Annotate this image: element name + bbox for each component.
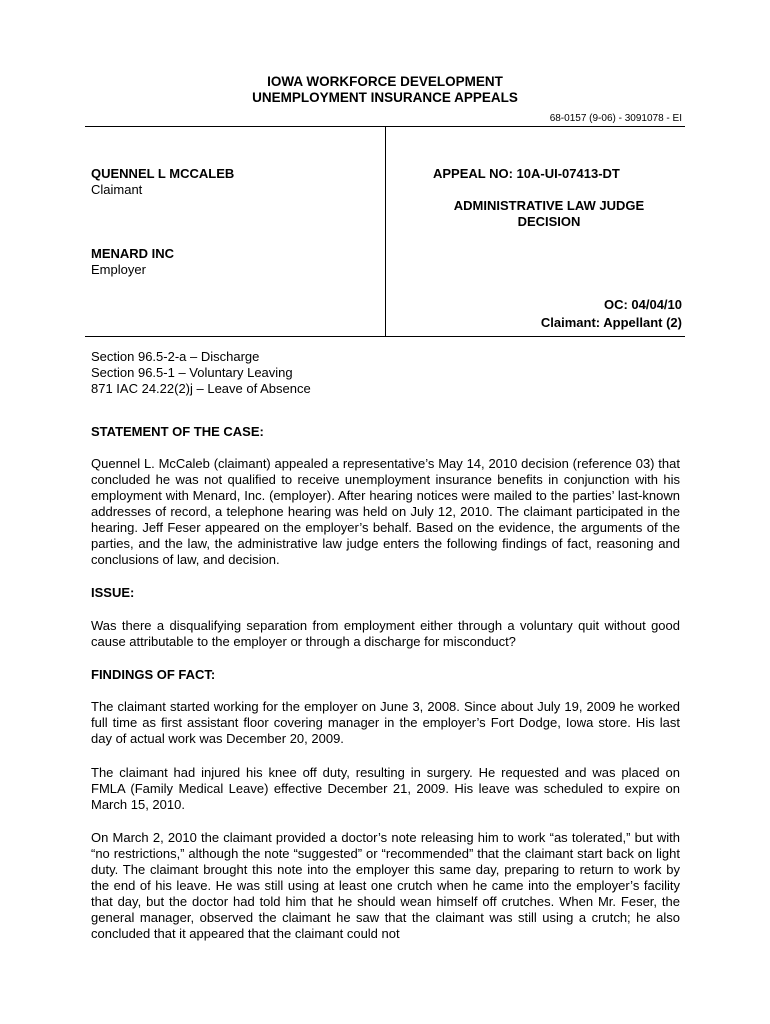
statement-paragraph: Quennel L. McCaleb (claimant) appealed a representative’s May 14, 2010 decision (reference 03) that concluded he was not qualified to receive unemployment insurance benefits in conjunction with his employment with Menard, Inc. (employer). After hearing notices were mailed to the parties’ last-known addresses of record, a telephone hearing was held on July 12, 2010. The claimant participated in the hearing. Jeff Feser appeared on the employer’s behalf. Based on the evidence, the arguments of the parties, and the law, the administrative law judge enters the following findings of fact, reasoning and conclusions of law, and decision.: [91, 456, 680, 567]
findings-heading: FINDINGS OF FACT:: [91, 667, 216, 682]
issue-paragraph: Was there a disqualifying separation from employment either through a voluntary quit without good cause attributable to the employer or through a discharge for misconduct?: [91, 618, 680, 649]
caption-divider: [85, 336, 685, 337]
form-code: 68-0157 (9-06) - 3091078 - EI: [549, 113, 682, 124]
section-list: [91, 349, 311, 397]
column-divider: [385, 126, 386, 336]
appeal-number: APPEAL NO: 10A-UI-07413-DT: [433, 166, 620, 181]
employer-label: Employer: [91, 262, 146, 277]
section-item: Section 96.5-1 – Voluntary Leaving: [91, 365, 293, 380]
division-title: UNEMPLOYMENT INSURANCE APPEALS: [252, 90, 518, 105]
statement-heading: STATEMENT OF THE CASE:: [91, 424, 264, 439]
section-item: Section 96.5-2-a – Discharge: [91, 349, 260, 364]
employer-name: MENARD INC: [91, 246, 175, 261]
decision-title-line2: DECISION: [517, 214, 581, 229]
agency-title: IOWA WORKFORCE DEVELOPMENT: [267, 74, 503, 89]
findings-paragraph-3: On March 2, 2010 the claimant provided a doctor’s note releasing him to work “as tolerated,” but with “no restrictions,” although the note “suggested” or “recommended” that the claimant start back on light duty. The claimant brought this note into the employer this same day, preparing to return to work by the end of his leave. He was still using at least one crutch when he came into the employer’s facility that day, but the doctor had told him that he should wean himself off crutches. When Mr. Feser, the general manager, observed the claimant he saw that the claimant was still using a crutch; he also concluded that it appeared that the claimant could not: [91, 830, 680, 941]
section-item: 871 IAC 24.22(2)j – Leave of Absence: [91, 381, 311, 396]
findings-paragraph-1: The claimant started working for the employer on June 3, 2008. Since about July 19, 2009 he worked full time as first assistant floor covering manager in the employer’s Fort Dodge, Iowa store. His last day of actual work was December 20, 2009.: [91, 699, 680, 746]
issue-heading: ISSUE:: [91, 585, 135, 600]
claimant-name: QUENNEL L MCCALEB: [91, 166, 235, 181]
oc-date: OC: 04/04/10: [603, 297, 682, 312]
decision-title: [420, 198, 678, 230]
findings-paragraph-2: The claimant had injured his knee off duty, resulting in surgery. He requested and was placed on FMLA (Family Medical Leave) effective December 21, 2009. His leave was scheduled to expire on March 15, 2010.: [91, 765, 680, 812]
claimant-status: Claimant: Appellant (2): [540, 315, 682, 330]
claimant-label: Claimant: [91, 182, 143, 197]
decision-title-line1: ADMINISTRATIVE LAW JUDGE: [453, 198, 645, 213]
